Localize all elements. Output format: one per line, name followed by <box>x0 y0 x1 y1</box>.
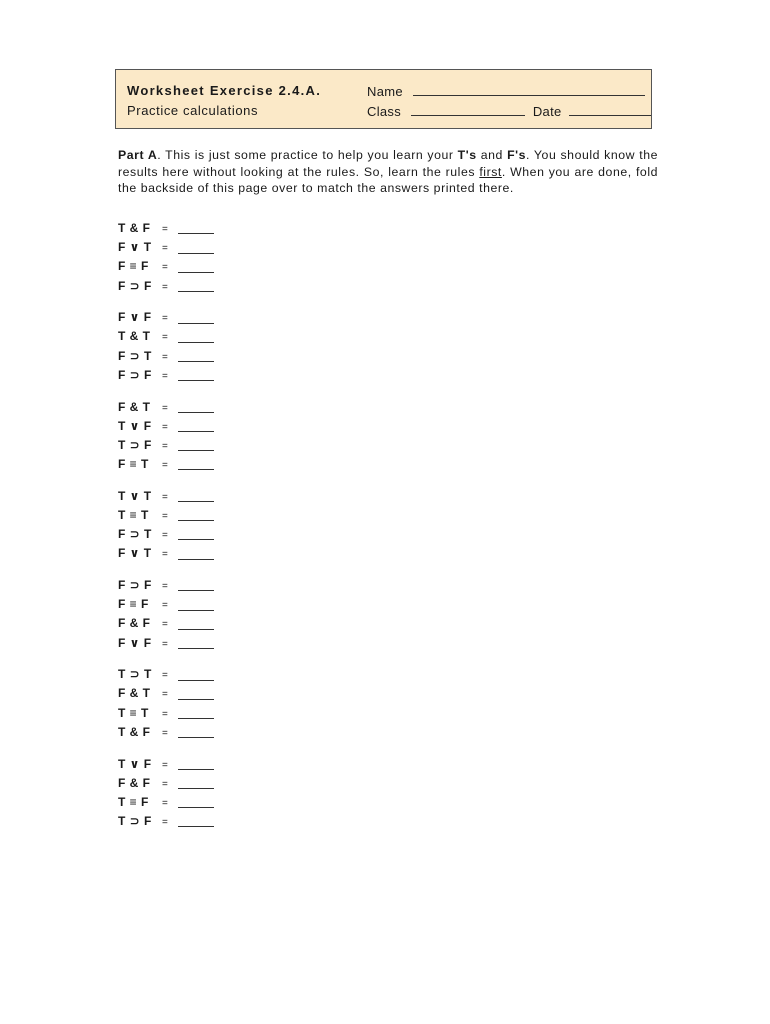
problem-row <box>118 257 258 276</box>
problem-expression: F & F <box>118 616 151 631</box>
answer-blank[interactable] <box>178 402 214 413</box>
problem-expression: F ⊃ F <box>118 367 152 382</box>
equals-sign: = <box>162 708 168 720</box>
problem-expression: F ∨ T <box>118 240 152 255</box>
answer-blank[interactable] <box>178 459 214 470</box>
equals-sign: = <box>162 243 168 255</box>
date-label: Date <box>532 104 562 119</box>
problem-expression: F ∨ T <box>118 546 152 561</box>
problem-expression: F ∨ F <box>118 310 152 325</box>
equals-sign: = <box>162 689 168 701</box>
date-blank[interactable] <box>569 103 651 116</box>
answer-blank[interactable] <box>178 778 214 789</box>
answer-blank[interactable] <box>178 600 214 611</box>
problem-row <box>118 366 258 385</box>
problem-group <box>118 576 258 653</box>
equals-sign: = <box>162 638 168 650</box>
problem-row <box>118 812 258 831</box>
problem-expression: T ⊃ T <box>118 667 152 682</box>
answer-blank[interactable] <box>178 529 214 540</box>
problem-expression: T ⊃ F <box>118 437 152 452</box>
class-blank[interactable] <box>411 103 525 116</box>
part-label: Part A <box>118 148 158 162</box>
equals-sign: = <box>162 262 168 274</box>
problem-expression: F ≡ F <box>118 597 149 612</box>
problem-row <box>118 347 258 366</box>
answer-blank[interactable] <box>178 262 214 273</box>
problem-row <box>118 704 258 723</box>
problem-expression: T & F <box>118 724 151 739</box>
equals-sign: = <box>162 313 168 325</box>
answer-blank[interactable] <box>178 638 214 649</box>
problem-row <box>118 665 258 684</box>
answer-blank[interactable] <box>178 332 214 343</box>
problem-row <box>118 774 258 793</box>
problem-group <box>118 219 258 296</box>
answer-blank[interactable] <box>178 440 214 451</box>
problem-expression: F ≡ F <box>118 259 149 274</box>
problem-row <box>118 238 258 257</box>
instructions <box>118 147 658 197</box>
equals-sign: = <box>162 370 168 382</box>
problem-expression: F ⊃ T <box>118 527 152 542</box>
equals-sign: = <box>162 549 168 561</box>
problem-row <box>118 506 258 525</box>
intro-text-2: . You should know the results here without looking at the rules. So, learn the rules <box>118 148 658 179</box>
class-field[interactable] <box>367 103 651 119</box>
problem-list <box>118 219 258 844</box>
problem-row <box>118 525 258 544</box>
answer-blank[interactable] <box>178 223 214 234</box>
answer-blank[interactable] <box>178 689 214 700</box>
equals-sign: = <box>162 727 168 739</box>
problem-expression: F & T <box>118 686 151 701</box>
ts-term: T's <box>457 148 477 162</box>
answer-blank[interactable] <box>178 797 214 808</box>
problem-row <box>118 723 258 742</box>
answer-blank[interactable] <box>178 313 214 324</box>
intro-and: and <box>476 148 508 162</box>
problem-expression: F & F <box>118 775 151 790</box>
problem-expression: T ≡ T <box>118 507 149 522</box>
answer-blank[interactable] <box>178 708 214 719</box>
equals-sign: = <box>162 619 168 631</box>
problem-expression: T ∨ F <box>118 418 152 433</box>
class-label: Class <box>367 104 402 119</box>
answer-blank[interactable] <box>178 491 214 502</box>
problem-row <box>118 793 258 812</box>
problem-group <box>118 308 258 385</box>
problem-expression: T & T <box>118 329 151 344</box>
equals-sign: = <box>162 797 168 809</box>
equals-sign: = <box>162 759 168 771</box>
intro-text-1: . This is just some practice to help you learn your <box>157 148 458 162</box>
problem-row <box>118 487 258 506</box>
answer-blank[interactable] <box>178 670 214 681</box>
equals-sign: = <box>162 402 168 414</box>
equals-sign: = <box>162 670 168 682</box>
answer-blank[interactable] <box>178 816 214 827</box>
equals-sign: = <box>162 817 168 829</box>
problem-expression: F ⊃ T <box>118 348 152 363</box>
problem-row <box>118 614 258 633</box>
problem-row <box>118 576 258 595</box>
first-emphasis: first <box>479 164 502 179</box>
problem-row <box>118 436 258 455</box>
problem-expression: T ⊃ F <box>118 814 152 829</box>
problem-row <box>118 417 258 436</box>
worksheet-title: Worksheet Exercise 2.4.A. <box>127 83 322 98</box>
answer-blank[interactable] <box>178 351 214 362</box>
problem-expression: F ⊃ F <box>118 578 152 592</box>
problem-expression: T ∨ F <box>118 756 152 771</box>
answer-blank[interactable] <box>178 281 214 292</box>
fs-term: F's <box>507 148 527 162</box>
equals-sign: = <box>162 440 168 452</box>
name-field[interactable] <box>367 83 645 99</box>
problem-expression: T ≡ F <box>118 794 149 809</box>
name-blank[interactable] <box>413 83 645 96</box>
problem-row <box>118 634 258 653</box>
problem-expression: F ∨ F <box>118 635 152 650</box>
problem-expression: T ∨ T <box>118 488 152 503</box>
equals-sign: = <box>162 491 168 503</box>
equals-sign: = <box>162 778 168 790</box>
problem-row <box>118 544 258 563</box>
problem-group <box>118 487 258 564</box>
problem-row <box>118 398 258 417</box>
worksheet-subtitle: Practice calculations <box>127 103 259 118</box>
problem-row <box>118 755 258 774</box>
problem-group <box>118 398 258 475</box>
problem-row <box>118 219 258 238</box>
problem-expression: F ⊃ F <box>118 278 152 293</box>
equals-sign: = <box>162 530 168 542</box>
problem-expression: T & F <box>118 221 151 235</box>
equals-sign: = <box>162 224 168 235</box>
problem-group <box>118 755 258 832</box>
problem-expression: F & T <box>118 399 151 414</box>
equals-sign: = <box>162 421 168 433</box>
worksheet-header <box>115 69 652 129</box>
equals-sign: = <box>162 581 168 592</box>
answer-blank[interactable] <box>178 619 214 630</box>
equals-sign: = <box>162 600 168 612</box>
problem-expression: F ≡ T <box>118 457 149 472</box>
equals-sign: = <box>162 510 168 522</box>
equals-sign: = <box>162 332 168 344</box>
problem-row <box>118 308 258 327</box>
equals-sign: = <box>162 351 168 363</box>
intro-text-3: . When you are done, fold the backside of this page over to match the answers printed there. <box>118 164 658 195</box>
problem-row <box>118 277 258 296</box>
answer-blank[interactable] <box>178 549 214 560</box>
answer-blank[interactable] <box>178 580 214 591</box>
problem-group <box>118 665 258 742</box>
equals-sign: = <box>162 281 168 293</box>
answer-blank[interactable] <box>178 759 214 770</box>
problem-expression: T ≡ T <box>118 705 149 720</box>
answer-blank[interactable] <box>178 243 214 254</box>
problem-row <box>118 327 258 346</box>
answer-blank[interactable] <box>178 727 214 738</box>
name-label: Name <box>367 84 403 99</box>
answer-blank[interactable] <box>178 510 214 521</box>
answer-blank[interactable] <box>178 370 214 381</box>
equals-sign: = <box>162 460 168 472</box>
problem-row <box>118 595 258 614</box>
problem-row <box>118 684 258 703</box>
answer-blank[interactable] <box>178 421 214 432</box>
problem-row <box>118 455 258 474</box>
